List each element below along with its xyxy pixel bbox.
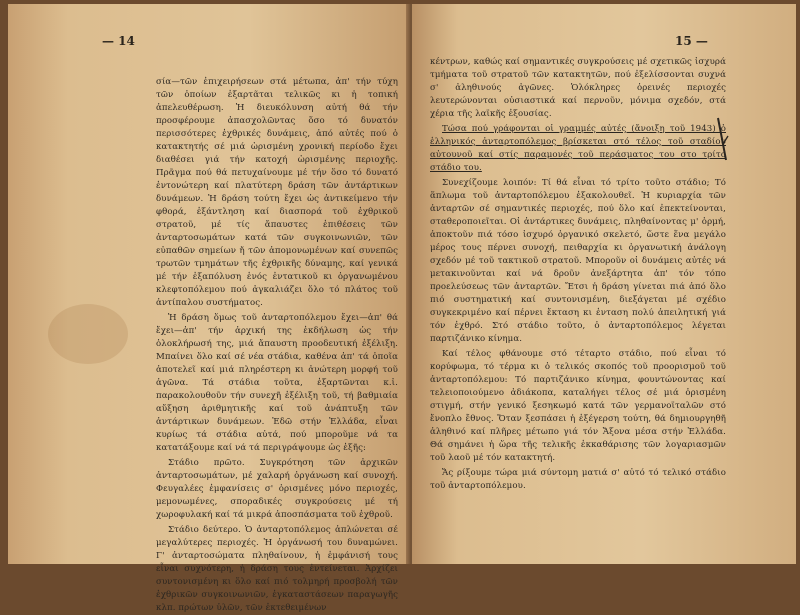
paper-stain <box>48 304 128 364</box>
left-page-text <box>156 76 398 615</box>
paragraph: Ἡ δράση ὅμως τοῦ ἀνταρτοπόλεμου ἔχει—ἀπ' θά ἔχει—ἀπ' τήν ἀρχική της ἐκδήλωση ὡς τήν ὁλοκλήρωσή της, μιά ἄπαυστη προοδευτική ἐξέλιξη. Μπαίνει ὅλο καί σέ νέα στάδια, καθένα ἀπ' τά ὁποῖα ἀποτελεῖ καί μιά πληρέστερη κι ἀνώτερη μορφή τοῦ ἀγῶνα. Τά στάδια τοῦτα, ἐξαρτῶνται κ.ἰ. παρακολουθοῦν τήν συνεχῆ ἐξέλιξη τοῦ, τή βαθμιαία αὔξηση ἀριθμητικῆς καί τοῦ ἀνάπτυξη τῶν ἀντάρτικων δυνάμεων. Ἐδῶ στήν Ἑλλάδα, εἶναι κυρίως τά στάδια αὐτά, πού μποροῦμε νά τα κατατάξουμε καί νά τά περιγράψουμε ὡς ἑξῆς: <box>156 313 398 453</box>
right-page <box>412 4 796 564</box>
right-page-text <box>430 56 726 493</box>
paragraph: Στάδιο πρῶτο. Συγκρότηση τῶν ἀρχικῶν ἀνταρτοσωμάτων, μέ χαλαρή ὀργάνωση καί συνοχή. Φευγαλέες ἐμφανίσεις σ' ὁρισμένες μόνο περιοχές, μεμονωμένες, σποραδικές συγκρούσεις μέ τή χωροφυλακή καί τά μικρά ἀποσπάσματα τοῦ ἐχθροῦ. <box>156 458 398 520</box>
paragraph: κέντρων, καθώς καί σημαντικές συγκρούσεις μέ σχετικῶς ἰσχυρά τμήματα τοῦ στρατοῦ τῶν κατακτητῶν, πού ἐξελίσσονται συχνά σ' ἀληθινούς ἀγῶνες. Ὁλόκληρες ὀρεινές περιοχές λευτερώνονται οὐσιαστικά καί περνοῦν, μόνιμα σχεδόν, στά χέρια τῆς λαϊκῆς ἐξουσίας. <box>430 57 726 119</box>
paragraph: Στάδιο δεύτερο. Ὁ ἀνταρτοπόλεμος ἁπλώνεται σέ μεγαλύτερες περιοχές. Ἡ ὀργάνωσή του δυναμώνει. Γ' ἀνταρτοσώματα πληθαίνουν, ἡ ἐμφάνισή τους εἶναι συχνότερη, ἡ δράση τους ἐντείνεται. Ἀρχίζει συντονισμένη κι ὅλο καί πιό τολμηρή προσβολή τῶν ἐχθρικῶν συγκοινωνιῶν, ἐγκαταστάσεων παραγωγῆς κλπ. πρώτων ὑλῶν, τῶν ἐκτεθειμένων <box>156 525 398 613</box>
paragraph: Συνεχίζουμε λοιπόν: Τί θά εἶναι τό τρίτο τοῦτο στάδιο; Τό ἅπλωμα τοῦ ἀνταρτοπόλεμου ἐξακολουθεῖ. Ἡ κυριαρχία τῶν ἀνταρτῶν σέ σημαντικές περιοχές, πού ὅλο καί ἐπεκτείνονται, σταθεροποιεῖται. Οἱ ἀντάρτικες δυνάμεις, πληθαίνοντας μ' ὁρμή, ἀποκτοῦν πιά τόσο ἰσχυρό ὀργανικό σκελετό, ὥστε ἕνα μεγάλο μέρος τους πέρνει συνοχή, πειθαρχία κι ὀργανωτική ἀνάλογη σχεδόν μέ τοῦ τακτικοῦ στρατοῦ. Μποροῦν οἱ δυνάμεις αὐτές νά μετακινοῦνται καί νά δροῦν ἀνεξάρτητα ἀπ' τόν τόπο προελεύσεως τῶν ἀνταρτῶν. Ἔτσι ἡ δράση γίνεται πιά ἀπό ὅλο πιό συστηματική καί συντονισμένη, διεξάγεται μέ σχέδιο συγκεκριμένο καί πέρνει ἔκταση κι ἐνταση πολύ ἀπειλητική γιά τόν ἐχθρό. Στό στάδιο τοῦτο, ὁ ἀνταρτοπόλεμος λέγεται παρτιζάνικο κίνημα. <box>430 178 726 344</box>
page-number-left: — 14 <box>102 34 135 48</box>
left-page <box>8 4 408 613</box>
paragraph: σία—τῶν ἐπιχειρήσεων στά μέτωπα, ἀπ' τήν τύχη τῶν ὁποίων ἐξαρτᾶται τελικῶς κι ἡ τοπική ἀπελευθέρωση. Ἡ διευκόλυνση αὐτή θά τήν προσφέρουμε ἀπασχολῶντας ὅσο τό δυνατόν περισσότερες ἐχθρικές δυνάμεις, ἀπό αὐτές πού ὁ κατακτητής σέ μιά ὡρισμένη χρονική περίοδο ἔχει διαθέσει γιά τήν κατοχή ὡρισμένης περιοχῆς. Πρᾶγμα πού θά πετυχαίνουμε μέ τήν ὅσο τό δυνατό ἐντονώτερη καί πλατύτερη δράση τῶν ἀντάρτικων δυνάμεων. Ἡ δράση τούτη ἔχει ὡς ἀντικείμενο τήν φθορά, ἐξάντληση καί διασπορά τοῦ ἐχθρικοῦ στρατοῦ, μέ τίς ἄπαυστες ἐπιθέσεις τῶν ἀνταρτοσωμάτων κατά τῶν συγκοινωνιῶν, τῶν εὐπαθῶν σημείων ἤ τῶν ἀπομονωμένων καί συνεπῶς τρωτῶν τμημάτων τῆς ἐχθρικῆς δύναμης, καί γενικά μέ τήν ἐξαπόλυση ἑνός ἐντατικοῦ κι ὀργανωμένου κλεφτοπόλεμου πού ἀγκαλιάζει ὅλο τό πλάτος τοῦ ἀντίπαλου συστήματος. <box>156 77 398 308</box>
book-spread <box>8 4 796 613</box>
paragraph: Καί τέλος φθάνουμε στό τέταρτο στάδιο, πού εἶναι τό κορύφωμα, τό τέρμα κι ὁ τελικός σκοπός τοῦ προορισμοῦ τοῦ ἀνταρτοπόλεμου: Τό παρτιζάνικο κίνημα, φουντώνοντας καί τελειοποιούμενο ἀδιάκοπα, καταλήγει τέλος σέ μιά ὁρισμένη στιγμή, στήν γενικό ξεσηκωμό κατά τῶν γερμανοϊταλῶν στό ἔνοπλο ἔθνος. Ὅταν ξεσπάσει ἡ ἐξέγερση τούτη, θά δημιουργηθῆ ἀληθινό καί πλῆρες μέτωπο γιά τόν Ἄξονα μέσα στήν Ἑλλάδα. Θά σημάνει ἡ ὥρα τῆς τελικῆς ἐκκαθάρισης τῶν λογαριασμῶν τοῦ λαοῦ μέ τόν κατακτητή. <box>430 349 726 463</box>
page-number-right: 15 — <box>675 34 708 48</box>
underlined-paragraph: Τώσα πού γράφονται οἱ γραμμές αὐτές (ἄνοιξη τοῦ 1943) ὁ ἑλληνικός ἀνταρτοπόλεμος βρίσκεται στό τέλος τοῦ σταδίου αὐτουνοῦ καί στίς παραμονές τοῦ περάσματος του στο τρίτο στάδιο του. <box>430 124 726 173</box>
paragraph: Ἄς ρίξουμε τώρα μιά σύντομη ματιά σ' αὐτό τό τελικό στάδιο τοῦ ἀνταρτοπόλεμου. <box>430 468 726 491</box>
